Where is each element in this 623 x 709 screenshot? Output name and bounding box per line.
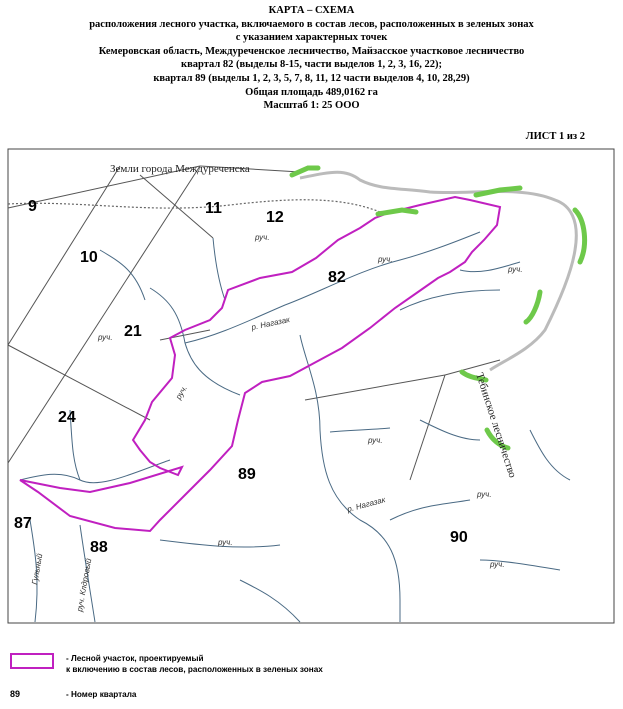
quarter-number: 90 — [450, 529, 468, 546]
stream-label: руч. — [368, 436, 383, 445]
map-title: КАРТА – СХЕМА — [268, 5, 355, 16]
stream-label: руч. — [490, 560, 505, 569]
legend-boundary-swatch — [10, 653, 54, 669]
quarter-number: 10 — [80, 249, 98, 266]
river-label: р. Нагазак — [346, 495, 387, 514]
legend-number-sample: 89 — [10, 689, 21, 699]
legend-boundary-line-1: - Лесной участок, проектируемый — [66, 654, 204, 663]
quarter-number: 82 — [328, 269, 346, 286]
forestry-label: Тебинское лесничество — [473, 371, 519, 480]
quarter-number: 89 — [238, 466, 256, 483]
map-area: Общая площадь 489,0162 га — [245, 86, 378, 98]
river-label: р. Нагазак — [250, 315, 291, 332]
map-location: Кемеровская область, Междуреченское лесничество, Майзасское участковое лесничество — [98, 45, 525, 57]
map-subtitle-points: с указанием характерных точек — [235, 32, 388, 44]
quarter-number: 11 — [205, 200, 222, 217]
sheet-label: ЛИСТ 1 из 2 — [525, 131, 585, 142]
stream-label: руч. — [508, 265, 523, 274]
stream-label: руч. — [173, 383, 190, 401]
place-label: Земли города Междуреченска — [110, 163, 250, 175]
map-quarter-89: квартал 89 (выделы 1, 2, 3, 5, 7, 8, 11, 12 части выделов 4, 10, 28,29) — [153, 72, 470, 84]
map-quarter-82: квартал 82 (выделы 8-15, части выделов 1, 2, 3, 16, 22); — [181, 59, 442, 71]
legend-number-text: - Номер квартала — [66, 690, 137, 699]
stream-label: руч. — [255, 233, 270, 242]
stream-label: руч. — [477, 490, 492, 499]
stream-label: руч. Клдровый — [75, 557, 94, 613]
stream-label: руч. — [378, 255, 393, 264]
quarter-number: 12 — [266, 209, 284, 226]
quarter-number: 87 — [14, 515, 32, 532]
legend-boundary-line-2: к включению в состав лесов, расположенных в зеленых зонах — [66, 665, 323, 674]
stream-label: руч. — [98, 333, 113, 342]
stream-label: руч. — [218, 538, 233, 547]
legend-boundary-text — [66, 653, 323, 675]
map-subtitle: расположения лесного участка, включаемого в состав лесов, расположенных в зеленых зонах — [89, 18, 534, 30]
map-scale: Масштаб 1: 25 ООО — [263, 100, 360, 112]
map-header — [0, 0, 623, 113]
stream-label: Гульный — [30, 552, 45, 586]
quarter-number: 9 — [28, 198, 37, 215]
quarter-number: 88 — [90, 539, 108, 556]
quarter-number: 21 — [124, 323, 142, 340]
map-canvas — [0, 148, 623, 626]
quarter-number: 24 — [58, 409, 76, 426]
